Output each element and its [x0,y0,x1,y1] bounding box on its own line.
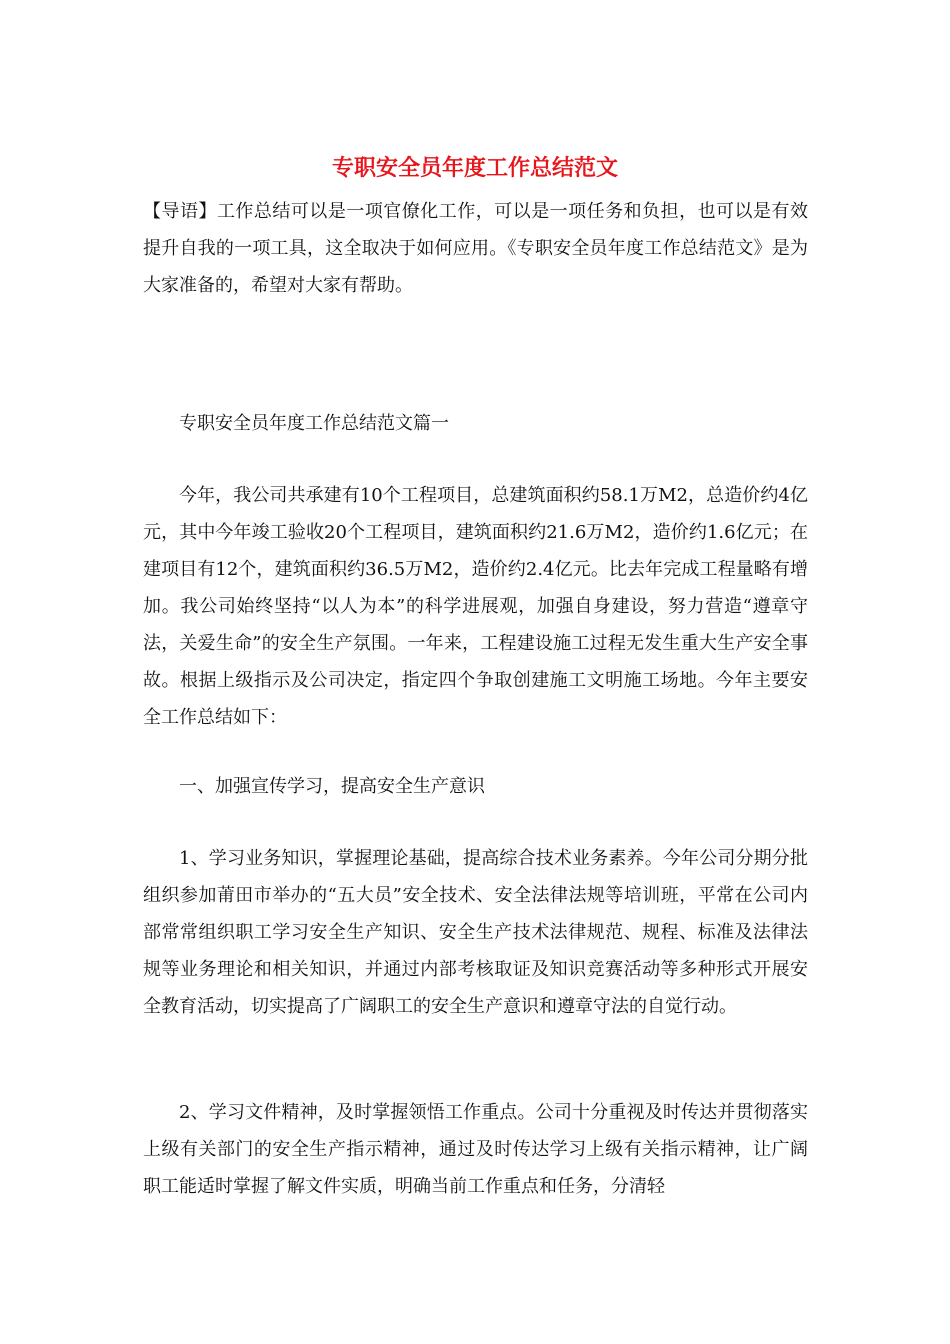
body-paragraph-1: 今年，我公司共承建有10个工程项目，总建筑面积约58.1万M2，总造价约4亿元，其中今年竣工验收20个工程项目，建筑面积约21.6万M2，造价约1.6亿元；在建项目有12个，建筑面积约36.5万M2，造价约2.4亿元。比去年完成工程量略有增加。我公司始终坚持“以人为本”的科学进展观，加强自身建设，努力营造“遵章守法，关爱生命”的安全生产氛围。一年来，工程建设施工过程无发生重大生产安全事故。根据上级指示及公司决定，指定四个争取创建施工文明施工场地。今年主要安全工作总结如下： [143,485,808,728]
body-paragraph-2: 1、学习业务知识，掌握理论基础，提高综合技术业务素养。今年公司分期分批组织参加莆田市举办的“五大员”安全技术、安全法律法规等培训班，平常在公司内部常常组织职工学习安全生产知识、安全生产技术法律规范、规程、标准及法律法规等业务理论和相关知识，并通过内部考核取证及知识竞赛活动等多种形式开展安全教育活动，切实提高了广阔职工的安全生产意识和遵章守法的自觉行动。 [143,848,808,1017]
document-title: 专职安全员年度工作总结范文 [331,155,618,181]
section-title: 专职安全员年度工作总结范文篇一 [179,413,449,434]
intro-paragraph: 【导语】工作总结可以是一项官僚化工作，可以是一项任务和负担，也可以是有效提升自我的一项工具，这全取决于如何应用。《专职安全员年度工作总结范文》是为大家准备的，希望对大家有帮助。 [143,201,808,296]
body-paragraph-3: 2、学习文件精神，及时掌握领悟工作重点。公司十分重视及时传达并贯彻落实上级有关部门的安全生产指示精神，通过及时传达学习上级有关指示精神，让广阔职工能适时掌握了解文件实质，明确当前工作重点和任务，分清轻 [143,1102,808,1197]
section-heading-1: 一、加强宣传学习，提高安全生产意识 [179,776,485,797]
